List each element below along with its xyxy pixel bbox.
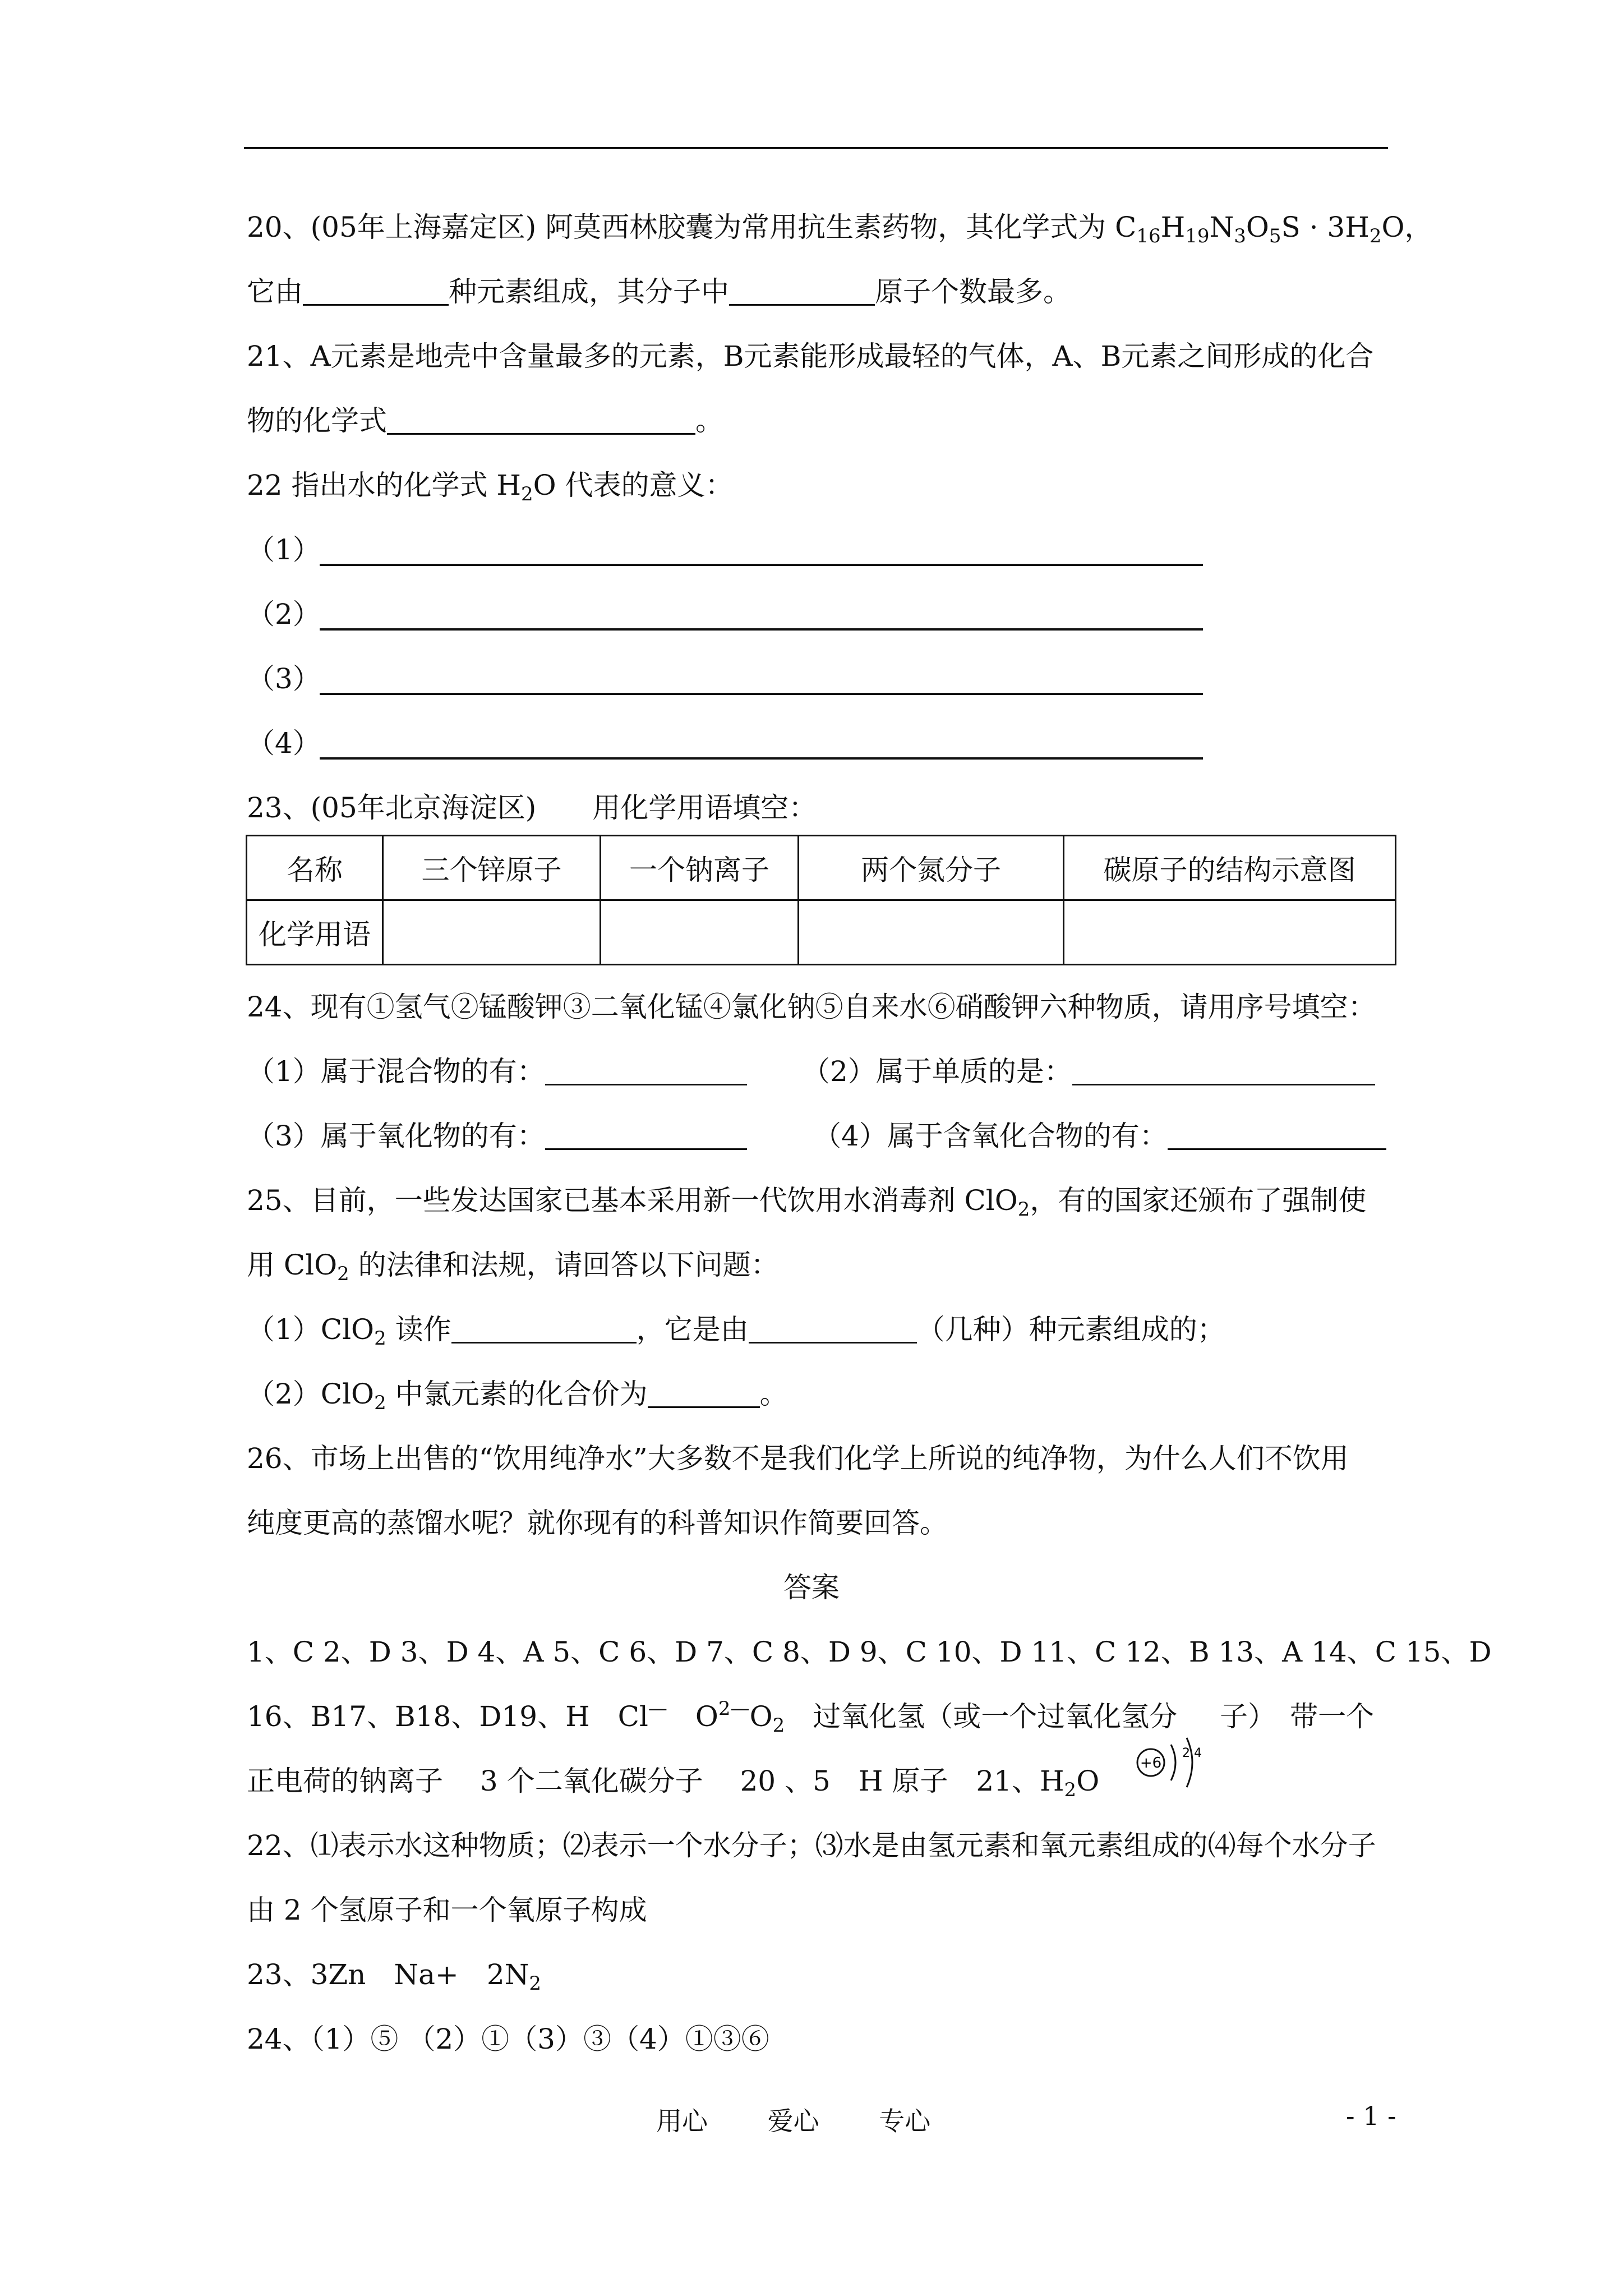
table-header-cell: 碳原子的结构示意图: [1064, 836, 1396, 900]
atom-nucleus-label: +6: [1140, 1755, 1162, 1772]
q24-blank-1[interactable]: [545, 1057, 747, 1085]
q26-line2: 纯度更高的蒸馏水呢？就你现有的科普知识作简要回答。: [247, 1507, 948, 1539]
q20-blank-2[interactable]: [729, 277, 875, 306]
answers-line5: 由 2 个氢原子和一个氧原子构成: [247, 1894, 647, 1926]
table-header-cell: 一个钠离子: [601, 836, 799, 900]
q22-item-3-label: （3）: [247, 662, 321, 695]
q22-answer-line-2[interactable]: [320, 628, 1203, 631]
answers-line2-end: 子） 带一个: [1220, 1700, 1374, 1733]
q24-blank-3[interactable]: [545, 1121, 747, 1150]
q20-line2: 它由 种元素组成，其分子中 原子个数最多。: [247, 275, 1071, 308]
q25-line1: 25、目前，一些发达国家已基本采用新一代饮用水消毒剂 ClO$_2$，有的国家还颁布了强制使: [247, 1184, 1367, 1221]
answers-line7: 24、（1）⑤ （2）①（3）③（4）①③⑥: [247, 2023, 769, 2055]
q24-p3: （3）属于氧化物的有：: [247, 1116, 747, 1156]
q22-item-2-label: （2）: [247, 598, 321, 631]
answers-line1: 1、C 2、D 3、D 4、A 5、C 6、D 7、C 8、D 9、C 10、D 11、C 12、B 13、A 14、C 15、D: [247, 1636, 1492, 1668]
table-row: [247, 900, 1396, 965]
table-header-cell: 名称: [247, 836, 383, 900]
q24-blank-4[interactable]: [1168, 1121, 1386, 1150]
q20-blank-1[interactable]: [303, 277, 449, 306]
footer-motto: 用心 爱心 专心: [656, 2106, 931, 2136]
answers-line2: 16、B17、B18、D19、H Cl— $O^{2—}O_2$ 过氧化氢（或一个过氧化氢分: [247, 1697, 1178, 1737]
atom-shells-label: 2 4: [1182, 1746, 1202, 1760]
q21-line1: 21、A元素是地壳中含量最多的元素，B元素能形成最轻的气体，A、B元素之间形成的化合: [247, 340, 1374, 372]
page-number: - 1 -: [1346, 2101, 1396, 2131]
answers-title: 答案: [783, 1571, 840, 1604]
q22-title: 22 指出水的化学式 $H_2O$ 代表的意义：: [247, 469, 734, 505]
q22-answer-line-1[interactable]: [320, 564, 1203, 566]
answer-cell[interactable]: [1064, 900, 1396, 965]
q24-p2: （2）属于单质的是：: [802, 1052, 1375, 1091]
q20-line1: 20、(05年上海嘉定区) 阿莫西林胶囊为常用抗生素药物，其化学式为 $C_{16}H_{19}N_3O_5S \cdot 3H_2O$，: [247, 211, 1433, 247]
answers-line6: 23、3Zn Na+ $2N_2$: [247, 1958, 542, 1995]
q22-item-1-label: （1）: [247, 533, 321, 566]
q25-blank-3[interactable]: [648, 1379, 760, 1408]
table-row-label: 化学用语: [247, 900, 383, 965]
q23-table: [246, 835, 1396, 965]
q21-line2: 物的化学式 。: [247, 404, 723, 437]
atom-structure-icon: [1133, 1728, 1211, 1795]
table-row: [247, 836, 1396, 900]
answers-line4: 22、⑴表示水这种物质；⑵表示一个水分子；⑶水是由氢元素和氧元素组成的⑷每个水分子: [247, 1829, 1376, 1862]
q25-p2: （2）ClO$_2$ 中氯元素的化合价为 。: [247, 1378, 788, 1414]
q24-blank-2[interactable]: [1072, 1057, 1375, 1085]
carbon-atom-diagram: [1133, 1728, 1211, 1795]
q22-item-4-label: （4）: [247, 727, 321, 760]
q24-p1: （1）属于混合物的有：: [247, 1052, 747, 1091]
answers-line3: 正电荷的钠离子 3 个二氧化碳分子 20 、5 H 原子 21、$H_2O$: [247, 1765, 1100, 1801]
table-header-cell: 三个锌原子: [383, 836, 601, 900]
q23-title: 23、(05年北京海淀区) 用化学用语填空：: [247, 792, 817, 824]
q26-line1: 26、市场上出售的“饮用纯净水”大多数不是我们化学上所说的纯净物，为什么人们不饮用: [247, 1442, 1349, 1475]
q22-answer-line-3[interactable]: [320, 693, 1203, 695]
q25-line2: 用 ClO$_2$ 的法律和法规，请回答以下问题：: [247, 1249, 779, 1285]
q25-p1: （1）ClO$_2$ 读作 ，它是由 （几种）种元素组成的；: [247, 1313, 1225, 1350]
table-header-cell: 两个氮分子: [799, 836, 1064, 900]
q25-blank-2[interactable]: [749, 1315, 917, 1343]
answer-cell[interactable]: [799, 900, 1064, 965]
q24-p4: （4）属于含氧化合物的有：: [813, 1116, 1386, 1156]
answer-cell[interactable]: [601, 900, 799, 965]
q24-title: 24、现有①氢气②锰酸钾③二氧化锰④氯化钠⑤自来水⑥硝酸钾六种物质，请用序号填空：: [247, 991, 1376, 1023]
q21-blank[interactable]: [387, 406, 695, 435]
q22-answer-line-4[interactable]: [320, 757, 1203, 760]
q25-blank-1[interactable]: [451, 1315, 637, 1343]
header-rule: [244, 147, 1388, 149]
answer-cell[interactable]: [383, 900, 601, 965]
